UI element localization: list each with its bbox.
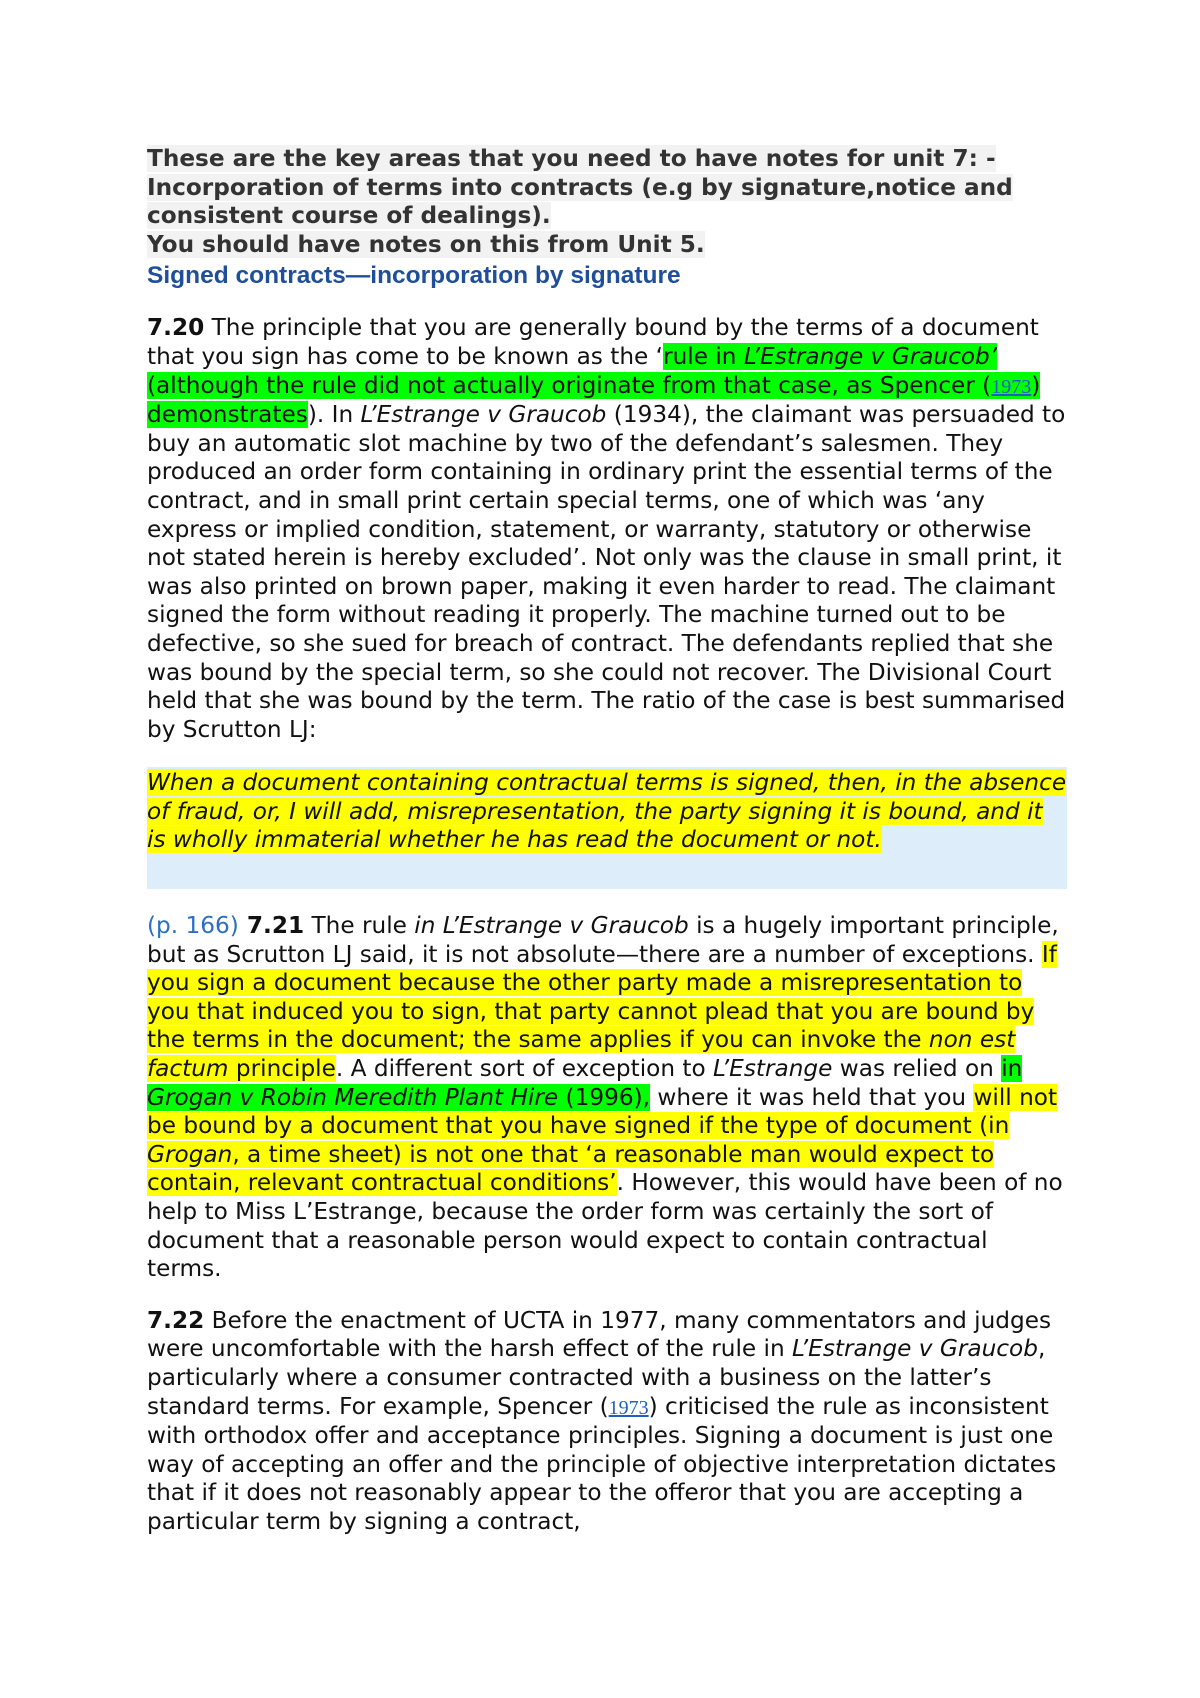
document-body xyxy=(147,145,1067,1537)
green-highlight: in Grogan v Robin Meredith Plant Hire (1996), xyxy=(147,1055,1023,1111)
section-heading: Signed contracts—incorporation by signature xyxy=(147,262,681,290)
intro-line-2: Incorporation of terms into contracts (e.g by signature,notice and consistent course of dealings). xyxy=(147,173,1013,230)
spencer-1973-link[interactable]: 1973 xyxy=(608,1396,649,1419)
case-name: L’Estrange v Graucob xyxy=(360,401,607,429)
yellow-highlight: will not be bound by a document that you have signed if the type of document (in Grogan, a time sheet) is not one that ‘a reasonable man would expect to contain, relevant contractual conditions’ xyxy=(147,1083,1058,1197)
yellow-highlight: If you sign a document because the other party made a misrepresentation to you that induced you to sign, that party cannot plead that you are bound by the terms in the document; the same applies if you can invoke the non est factum principle xyxy=(147,940,1057,1083)
paragraph-number: 7.21 xyxy=(238,912,305,940)
paragraph-7-21: (p. 166) 7.21 The rule in L’Estrange v Graucob is a hugely important principle, but as Scrutton LJ said, it is not absolute—there are a number of exceptions. If you sign a document because the other party made a misrepresentation to you that induced you to sign, that party cannot plead that you are bound by the terms in the document; the same applies if you can invoke the non est factum principle. A different sort of exception to L’Estrange was relied on in Grogan v Robin Meredith Plant Hire (1996), where it was held that you will not be bound by a document that you have signed if the type of document (in Grogan, a time sheet) is not one that ‘a reasonable man would expect to contain, relevant contractual conditions’. However, this would have been of no help to Miss L’Estrange, because the order form was certainly the sort of document that a reasonable person would expect to contain contractual terms. xyxy=(147,912,1063,1283)
paragraph-number: 7.22 xyxy=(147,1306,205,1334)
quote-text: When a document containing contractual terms is signed, then, in the absence of fraud, or, I will add, misrepresentation, the party signing it is bound, and it is wholly immaterial whether he has read the document or not. xyxy=(147,769,1067,854)
intro-block xyxy=(147,145,1067,259)
intro-line-1: These are the key areas that you need to have notes for unit 7: - xyxy=(147,145,996,172)
paragraph-number: 7.20 xyxy=(147,314,205,342)
intro-line-3: You should have notes on this from Unit 5. xyxy=(147,230,705,258)
spencer-1973-link[interactable]: 1973 xyxy=(991,375,1032,398)
quote-box xyxy=(147,767,1067,889)
paragraph-7-22: 7.22 Before the enactment of UCTA in 1977, many commentators and judges were uncomfortable with the harsh effect of the rule in L’Estrange v Graucob, particularly where a consumer contracted with a business on the latter’s standard terms. For example, Spencer (1973) criticised the rule as inconsistent with orthodox offer and acceptance principles. Signing a document is just one way of accepting an offer and the principle of objective interpretation dictates that if it does not reasonably appear to the offeror that you are accepting a particular term by signing a contract, xyxy=(147,1306,1057,1535)
page-reference: (p. 166) xyxy=(147,912,239,940)
green-highlight: rule in L’Estrange v Graucob’ xyxy=(663,342,998,370)
paragraph-7-20: 7.20 The principle that you are generally bound by the terms of a document that you sign has come to be known as the ‘rule in L’Estrange v Graucob’ (although the rule did not actually originate from that case, as Spencer (1973) demonstrates). In L’Estrange v Graucob (1934), the claimant was persuaded to buy an automatic slot machine by two of the defendant’s salesmen. They produced an order form containing in ordinary print the essential terms of the contract, and in small print certain special terms, one of which was ‘any express or implied condition, statement, or warranty, statutory or otherwise not stated herein is hereby excluded’. Not only was the clause in small print, it was also printed on brown paper, making it even harder to read. The claimant signed the form without reading it properly. The machine turned out to be defective, so she sued for breach of contract. The defendants replied that she was bound by the special term, so she could not recover. The Divisional Court held that she was bound by the term. The ratio of the case is best summarised by Scrutton LJ: xyxy=(147,314,1066,743)
green-highlight: (although the rule did not actually originate from that case, as Spencer (1973) demonstrates xyxy=(147,371,1041,429)
